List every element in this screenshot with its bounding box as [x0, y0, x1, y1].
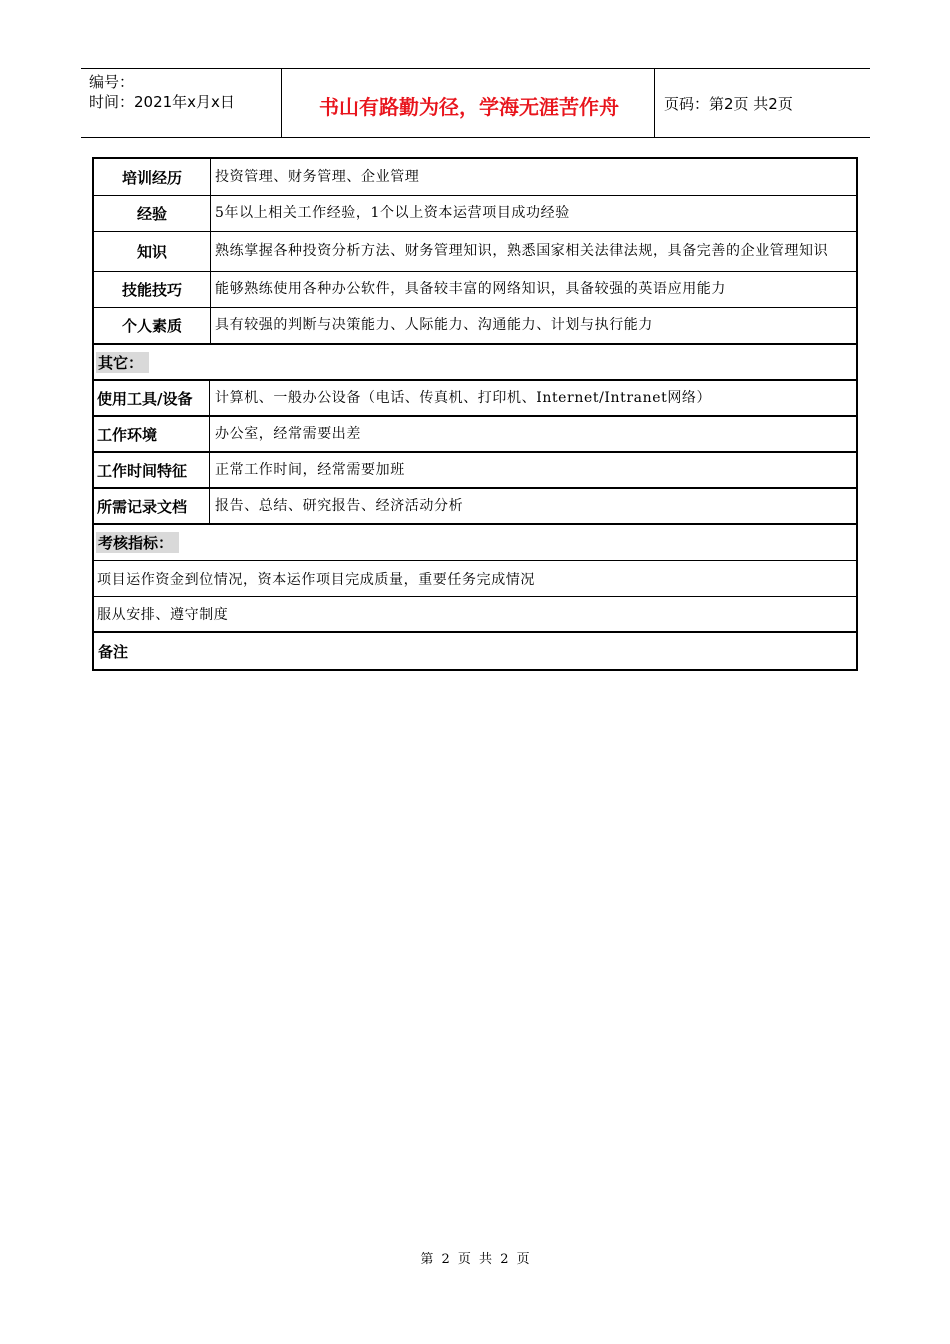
table-row — [94, 272, 856, 308]
header-page-info: 页码：第2页 共2页 — [664, 95, 793, 113]
table-row — [94, 381, 856, 417]
section-title: 其它： — [96, 352, 149, 373]
row-label: 知识 — [94, 232, 211, 271]
row-label: 使用工具/设备 — [94, 381, 210, 415]
document-date: 时间：2021年x月x日 — [89, 93, 235, 111]
row-label: 工作环境 — [94, 417, 210, 451]
row-label: 培训经历 — [94, 159, 211, 195]
row-label: 个人素质 — [94, 308, 211, 343]
page-header — [81, 68, 870, 138]
row-value: 办公室，经常需要出差 — [215, 425, 361, 442]
section-header-other — [94, 345, 856, 381]
list-item — [94, 597, 856, 633]
section-header-assessment — [94, 525, 856, 561]
table-row — [94, 453, 856, 489]
header-divider — [281, 69, 282, 137]
header-motto: 书山有路勤为径，学海无涯苦作舟 — [319, 95, 619, 119]
table-row — [94, 308, 856, 345]
table-row — [94, 232, 856, 272]
table-row — [94, 159, 856, 196]
row-value: 能够熟练使用各种办公软件，具备较丰富的网络知识，具备较强的英语应用能力 — [215, 281, 726, 297]
row-value: 报告、总结、研究报告、经济活动分析 — [215, 497, 464, 514]
assessment-item: 服从安排、遵守制度 — [97, 607, 229, 623]
row-label: 所需记录文档 — [94, 489, 210, 523]
row-value: 正常工作时间，经常需要加班 — [215, 461, 405, 478]
table-row — [94, 196, 856, 232]
row-label: 经验 — [94, 196, 211, 231]
row-value: 5年以上相关工作经验，1个以上资本运营项目成功经验 — [215, 205, 570, 221]
table-row — [94, 489, 856, 525]
row-label: 工作时间特征 — [94, 453, 210, 487]
list-item — [94, 561, 856, 597]
row-value: 具有较强的判断与决策能力、人际能力、沟通能力、计划与执行能力 — [215, 317, 653, 333]
section-title: 考核指标： — [96, 532, 179, 553]
table-row — [94, 417, 856, 453]
document-number-label: 编号： — [89, 73, 135, 91]
row-value: 熟练掌握各种投资分析方法、财务管理知识，熟悉国家相关法律法规，具备完善的企业管理知识 — [215, 243, 829, 259]
header-meta — [89, 72, 235, 112]
section-title: 备注 — [98, 642, 129, 661]
assessment-item: 项目运作资金到位情况，资本运作项目完成质量，重要任务完成情况 — [97, 571, 535, 588]
header-divider — [654, 69, 655, 137]
row-value: 投资管理、财务管理、企业管理 — [215, 168, 420, 185]
section-header-remarks — [94, 633, 856, 669]
job-requirements-table — [92, 157, 858, 671]
row-value: 计算机、一般办公设备（电话、传真机、打印机、Internet/Intranet网络） — [215, 389, 712, 406]
page-footer: 第 2 页 共 2 页 — [420, 1252, 530, 1267]
row-label: 技能技巧 — [94, 272, 211, 307]
